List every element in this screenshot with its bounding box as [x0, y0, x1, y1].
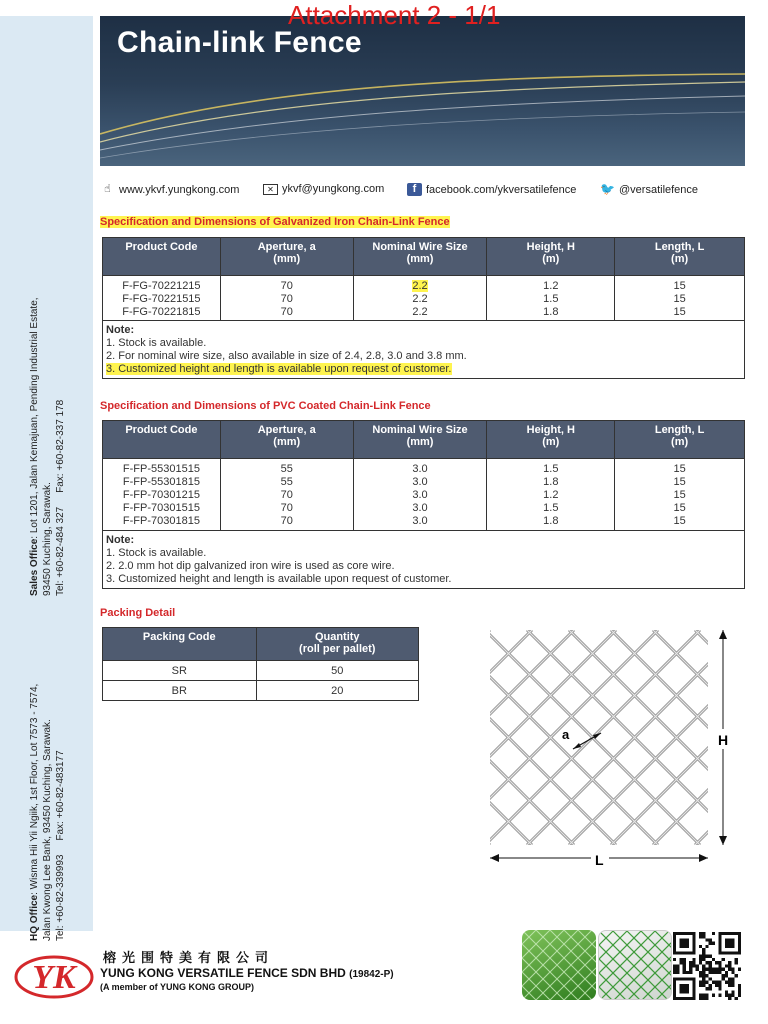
note-item: 2. For nominal wire size, also available in size of 2.4, 2.8, 3.0 and 3.8 mm.	[106, 350, 467, 362]
table-cell-text: 1.8	[543, 306, 559, 318]
sales-office-label: Sales Office	[29, 538, 40, 596]
column-header	[487, 238, 615, 276]
table-cell-text: 2.2	[412, 280, 428, 292]
column-header-text: Packing Code	[142, 631, 216, 643]
table-cell	[103, 515, 220, 528]
table-cell	[615, 489, 744, 502]
pvc-spec-table	[102, 420, 745, 589]
column-header	[353, 421, 487, 459]
length-label: L	[595, 852, 604, 868]
column-header	[103, 628, 257, 661]
table-cell	[487, 293, 614, 306]
website-contact[interactable]	[100, 183, 239, 196]
table-cell-text: 55	[280, 463, 293, 475]
company-reg-no: (19842-P)	[349, 969, 394, 980]
table-cell	[615, 280, 744, 293]
column-header-unit: (m)	[542, 253, 560, 265]
page-title: Chain-link Fence	[117, 26, 362, 59]
table-cell-text: 15	[673, 293, 686, 305]
column-header-text: Aperture, a	[257, 241, 316, 253]
table-cell	[103, 489, 220, 502]
table-cell	[354, 515, 487, 528]
table-cell	[354, 489, 487, 502]
column-header-unit: (mm)	[273, 253, 301, 265]
table-cell	[103, 293, 220, 306]
table-cell	[103, 463, 220, 476]
table-cell	[221, 306, 353, 319]
table-cell-text: 3.0	[412, 515, 428, 527]
column-header-text: Length, L	[654, 424, 705, 436]
note-item-highlighted: 3. Customized height and length is available upon request of customer.	[106, 363, 452, 375]
table-cell-text: 70	[280, 489, 293, 501]
green-fence-thumbnail	[522, 930, 596, 1000]
table-cell	[487, 280, 614, 293]
fence-mesh-highlight	[480, 630, 745, 845]
hq-office-line2: Jalan Kwong Lee Bank, 93450 Kuching, Sarawak.	[42, 719, 53, 941]
table-cell	[103, 476, 220, 489]
column-header	[487, 421, 615, 459]
table-cell-text: 1.8	[543, 476, 559, 488]
column-header-text: Product Code	[125, 241, 198, 253]
column-header	[353, 238, 487, 276]
length-arrowhead-left	[490, 854, 499, 862]
column-values	[353, 276, 487, 321]
table-cell-text: 15	[673, 515, 686, 527]
column-header-unit: (roll per pallet)	[299, 643, 376, 655]
column-header-unit: (m)	[671, 253, 689, 265]
table-cell-text: 55	[280, 476, 293, 488]
table-cell-text: 1.8	[543, 515, 559, 527]
galvanized-notes	[103, 321, 745, 379]
note-item: 1. Stock is available.	[106, 337, 207, 349]
email-link[interactable]: ykvf@yungkong.com	[282, 183, 385, 195]
green-mesh-icon	[522, 930, 596, 1000]
column-header-unit: (m)	[542, 436, 560, 448]
column-values	[615, 276, 745, 321]
table-cell	[487, 306, 614, 319]
address-sidebar	[0, 16, 93, 941]
table-cell	[103, 502, 220, 515]
packing-section-title: Packing Detail	[100, 607, 176, 619]
aperture-label: a	[562, 727, 570, 742]
table-cell: BR	[103, 681, 257, 701]
table-cell	[354, 293, 487, 306]
column-header	[220, 421, 353, 459]
sales-office-phone: Tel: +60-82-484 327 Fax: +60-82-337 178	[55, 399, 66, 596]
hq-office-phone: Tel: +60-82-339993 Fax: +60-82-483177	[55, 750, 66, 941]
twitter-link[interactable]: @versatilefence	[619, 183, 699, 196]
table-cell: 20	[256, 681, 419, 701]
height-label: H	[718, 732, 729, 748]
company-group: (A member of YUNG KONG GROUP)	[100, 982, 255, 992]
website-link[interactable]: www.ykvf.yungkong.com	[119, 183, 240, 196]
table-cell	[221, 489, 353, 502]
pvc-notes	[103, 531, 745, 589]
column-header	[615, 421, 745, 459]
table-cell-text: F-FG-70221815	[122, 306, 201, 318]
table-header-row	[103, 628, 419, 661]
column-header	[103, 238, 221, 276]
table-cell	[221, 280, 353, 293]
facebook-link[interactable]: facebook.com/ykversatilefence	[426, 183, 577, 196]
table-cell-text: F-FP-55301815	[122, 476, 200, 488]
chain-link-fence-diagram	[480, 625, 745, 875]
height-arrowhead-bottom	[719, 836, 727, 845]
table-cell-text: 70	[280, 293, 293, 305]
qr-code-icon[interactable]	[673, 932, 741, 1000]
table-cell-text: 15	[673, 463, 686, 475]
table-cell-text: 15	[673, 280, 686, 292]
column-values	[220, 276, 353, 321]
company-name-text: YUNG KONG VERSATILE FENCE SDN BHD	[100, 966, 346, 980]
column-header-text: Nominal Wire Size	[372, 241, 468, 253]
table-cell-text: F-FP-55301515	[122, 463, 200, 475]
table-row	[103, 681, 419, 701]
column-header	[220, 238, 353, 276]
table-cell	[487, 463, 614, 476]
table-cell-text: 1.2	[543, 489, 559, 501]
pvc-section-title: Specification and Dimensions of PVC Coated Chain-Link Fence	[100, 400, 431, 412]
twitter-bird-icon: 🐦	[600, 182, 615, 196]
facebook-contact[interactable]	[407, 183, 576, 196]
table-cell	[487, 502, 614, 515]
table-cell-text: F-FG-70221215	[122, 280, 201, 292]
hq-office-label: HQ Office	[29, 894, 40, 941]
column-values	[103, 276, 221, 321]
table-data-block	[103, 276, 745, 321]
note-item: 1. Stock is available.	[106, 547, 207, 559]
note-item: 3. Customized height and length is available upon request of customer.	[106, 573, 452, 585]
facebook-icon: f	[407, 183, 422, 196]
column-header-text: Nominal Wire Size	[372, 424, 468, 436]
column-header-text: Quantity	[314, 631, 360, 643]
twitter-contact[interactable]	[600, 183, 698, 196]
table-cell	[354, 502, 487, 515]
column-header	[615, 238, 745, 276]
table-cell-text: 15	[673, 489, 686, 501]
sales-office-line1: : Lot 1201, Jalan Kemajuan, Pending Industrial Estate,	[29, 297, 40, 539]
column-header-text: Height, H	[526, 424, 575, 436]
galvanized-section-title	[100, 216, 450, 228]
table-cell	[221, 463, 353, 476]
pvc-mesh-icon	[599, 931, 672, 1000]
column-header-unit: (mm)	[406, 436, 434, 448]
column-values	[103, 459, 221, 531]
column-header-unit: (mm)	[273, 436, 301, 448]
table-header-row	[103, 421, 745, 459]
table-cell-text: 70	[280, 280, 293, 292]
column-values	[487, 459, 615, 531]
table-cell	[615, 515, 744, 528]
header-banner	[100, 16, 745, 166]
column-values	[487, 276, 615, 321]
table-data-block	[103, 459, 745, 531]
table-cell	[615, 463, 744, 476]
height-arrowhead-top	[719, 630, 727, 639]
company-name	[100, 966, 394, 980]
table-cell-text: 70	[280, 306, 293, 318]
table-cell-text: 2.2	[412, 306, 428, 318]
table-cell	[487, 489, 614, 502]
table-cell	[354, 280, 487, 293]
table-cell-text: 3.0	[412, 463, 428, 475]
table-cell-text: 15	[673, 502, 686, 514]
table-cell	[103, 280, 220, 293]
table-cell-text: 70	[280, 502, 293, 514]
note-item: 2. 2.0 mm hot dip galvanized iron wire is used as core wire.	[106, 560, 395, 572]
column-header-unit: (m)	[671, 436, 689, 448]
table-cell-text: 15	[673, 476, 686, 488]
table-cell	[354, 476, 487, 489]
column-header-text: Product Code	[125, 424, 198, 436]
table-cell-text: 1.5	[543, 293, 559, 305]
table-cell-text: 1.5	[543, 502, 559, 514]
table-cell	[221, 476, 353, 489]
table-cell-text: 3.0	[412, 476, 428, 488]
table-cell-text: 70	[280, 515, 293, 527]
table-cell-text: F-FP-70301215	[122, 489, 200, 501]
table-cell-text: F-FP-70301815	[122, 515, 200, 527]
table-cell	[354, 463, 487, 476]
table-cell	[221, 515, 353, 528]
table-cell: 50	[256, 661, 419, 681]
column-header	[103, 421, 221, 459]
note-heading: Note:	[106, 534, 135, 546]
length-arrowhead-right	[699, 854, 708, 862]
column-header-unit: (mm)	[406, 253, 434, 265]
galvanized-spec-table	[102, 237, 745, 379]
column-values	[220, 459, 353, 531]
yk-logo-text: YK	[32, 959, 76, 996]
table-cell-text: 1.5	[543, 463, 559, 475]
table-header-row	[103, 238, 745, 276]
column-header	[256, 628, 419, 661]
column-header-text: Height, H	[526, 241, 575, 253]
fence-mesh	[480, 630, 745, 845]
pvc-fence-thumbnail	[598, 930, 672, 1000]
table-cell	[221, 293, 353, 306]
table-cell-text: 3.0	[412, 489, 428, 501]
table-cell-text: 15	[673, 306, 686, 318]
table-cell	[221, 502, 353, 515]
contact-bar	[100, 183, 750, 201]
table-cell	[615, 306, 744, 319]
table-cell-text: 1.2	[543, 280, 559, 292]
email-contact[interactable]	[263, 183, 384, 195]
table-cell-text: F-FP-70301515	[122, 502, 200, 514]
note-heading: Note:	[106, 324, 135, 336]
table-cell	[615, 476, 744, 489]
packing-table	[102, 627, 419, 701]
column-values	[615, 459, 745, 531]
galvanized-title-text: Specification and Dimensions of Galvanized Iron Chain-Link Fence	[100, 216, 450, 228]
cursor-hand-icon: ☝	[104, 183, 111, 195]
table-row	[103, 661, 419, 681]
table-cell	[103, 306, 220, 319]
table-cell	[487, 515, 614, 528]
table-cell-text: F-FG-70221515	[122, 293, 201, 305]
sales-office-address	[28, 297, 67, 596]
table-cell-text: 2.2	[412, 293, 428, 305]
table-cell-text: 3.0	[412, 502, 428, 514]
table-cell	[487, 476, 614, 489]
hq-office-line1: : Wisma Hii Yii Ngiik, 1st Floor, Lot 7573 - 7574,	[29, 683, 40, 895]
sales-office-line2: 93450 Kuching, Sarawak.	[42, 482, 53, 596]
column-values	[353, 459, 487, 531]
yk-logo	[14, 950, 94, 1000]
table-cell: SR	[103, 661, 257, 681]
column-header-text: Length, L	[654, 241, 705, 253]
hq-office-address	[28, 684, 67, 941]
table-cell	[354, 306, 487, 319]
table-cell	[615, 293, 744, 306]
table-cell	[615, 502, 744, 515]
attachment-label: Attachment 2 - 1/1	[288, 0, 501, 30]
company-chinese-name: 榕光围特美有限公司	[103, 951, 275, 966]
envelope-icon: ✕	[263, 184, 278, 195]
column-header-text: Aperture, a	[257, 424, 316, 436]
